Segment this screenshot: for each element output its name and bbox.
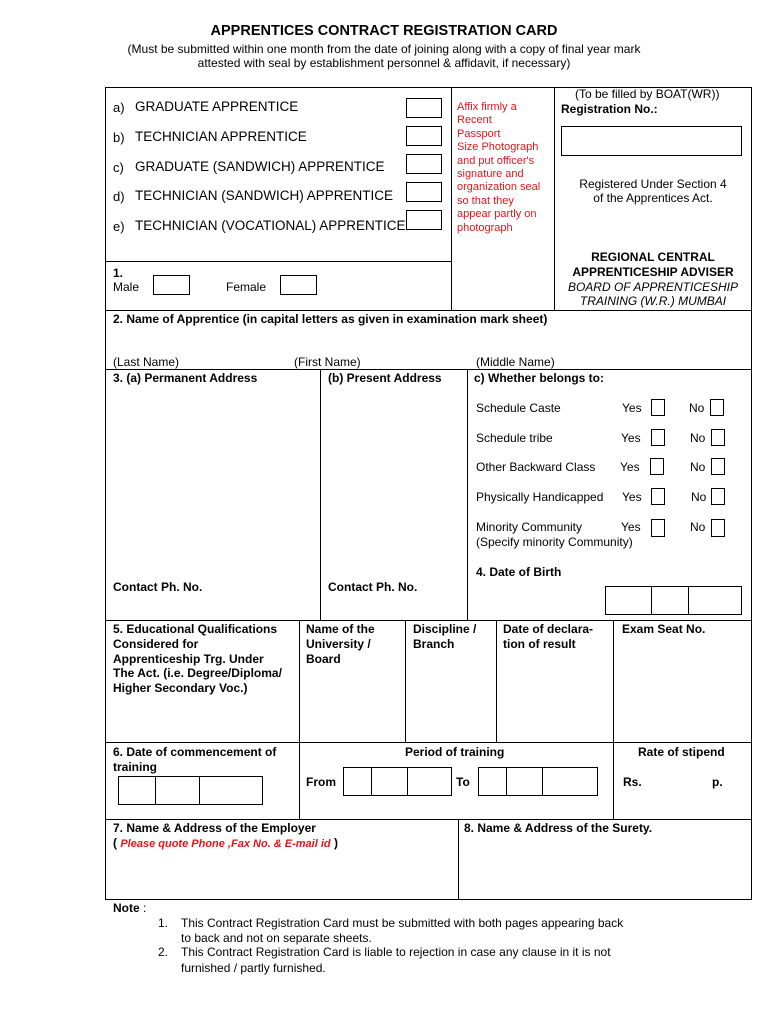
obc-yes-checkbox[interactable] — [650, 458, 664, 475]
from-label: From — [306, 775, 336, 789]
registration-label: Registration No.: — [561, 102, 658, 116]
period-heading: Period of training — [405, 745, 505, 759]
note-number: 1. — [158, 916, 169, 930]
registration-number-field[interactable] — [561, 126, 742, 156]
board-line-2: TRAINING (W.R.) MUMBAI — [579, 294, 727, 308]
date-divider — [199, 777, 200, 804]
no-label: No — [689, 401, 705, 415]
last-name-label: (Last Name) — [113, 355, 180, 369]
belongs-item-minority: Minority Community — [476, 520, 583, 534]
note-text: This Contract Registration Card must be submitted with both pages appearing back — [181, 916, 624, 930]
schedule-caste-no-checkbox[interactable] — [710, 399, 724, 416]
note-label: Note : — [113, 901, 147, 915]
category-label: GRADUATE APPRENTICE — [135, 99, 299, 114]
boat-filled-by: (To be filled by BOAT(WR)) — [575, 87, 720, 101]
belongs-item-physically-handicapped: Physically Handicapped — [476, 490, 604, 504]
middle-name-label: (Middle Name) — [476, 355, 555, 369]
registered-under-section: Registered Under Section 4 — [579, 177, 727, 191]
category-letter: b) — [113, 130, 125, 145]
employer-heading: 7. Name & Address of the Employer — [113, 821, 316, 835]
category-label: TECHNICIAN (VOCATIONAL) APPRENTICE — [135, 218, 406, 233]
yes-label: Yes — [622, 401, 642, 415]
yes-label: Yes — [620, 460, 640, 474]
no-label: No — [690, 520, 706, 534]
category-checkbox-graduate[interactable] — [406, 98, 442, 118]
date-divider — [371, 768, 372, 795]
category-letter: d) — [113, 189, 125, 204]
no-label: No — [690, 431, 706, 445]
belongs-item-schedule-caste: Schedule Caste — [476, 401, 561, 415]
schedule-tribe-no-checkbox[interactable] — [711, 429, 725, 446]
registered-under-act: of the Apprentices Act. — [593, 191, 713, 205]
handicapped-yes-checkbox[interactable] — [651, 488, 665, 505]
category-checkbox-technician-vocational[interactable] — [406, 210, 442, 230]
exam-seat-column-heading: Exam Seat No. — [622, 622, 706, 636]
category-checkbox-graduate-sandwich[interactable] — [406, 154, 442, 174]
stipend-rs-label: Rs. — [623, 775, 642, 789]
category-letter: c) — [113, 160, 124, 175]
yes-label: Yes — [622, 490, 642, 504]
note-text: This Contract Registration Card is liable to rejection in case any clause in it is not — [181, 945, 611, 959]
adviser-heading-1: REGIONAL CENTRAL — [591, 250, 715, 264]
category-label: GRADUATE (SANDWICH) APPRENTICE — [135, 159, 385, 174]
schedule-caste-yes-checkbox[interactable] — [651, 399, 665, 416]
no-label: No — [690, 460, 706, 474]
to-label: To — [456, 775, 470, 789]
no-label: No — [691, 490, 707, 504]
category-checkbox-technician[interactable] — [406, 126, 442, 146]
yes-label: Yes — [621, 520, 641, 534]
male-label: Male — [113, 280, 140, 294]
first-name-label: (First Name) — [294, 355, 361, 369]
dob-divider — [688, 587, 689, 614]
gender-section-number: 1. — [113, 266, 124, 280]
note-text-continued: to back and not on separate sheets. — [181, 931, 372, 945]
obc-no-checkbox[interactable] — [711, 458, 725, 475]
name-section-heading: 2. Name of Apprentice (in capital letters as given in examination mark sheet) — [113, 312, 548, 326]
minority-specify-note: (Specify minority Community) — [476, 535, 633, 549]
period-to-field[interactable] — [478, 767, 598, 796]
date-divider — [155, 777, 156, 804]
subtitle-line-1: (Must be submitted within one month from the date of joining along with a copy of final year mark — [127, 42, 641, 56]
period-from-field[interactable] — [343, 767, 452, 796]
date-divider — [506, 768, 507, 795]
female-checkbox[interactable] — [280, 275, 317, 295]
female-label: Female — [226, 280, 267, 294]
yes-label: Yes — [621, 431, 641, 445]
surety-heading: 8. Name & Address of the Surety. — [464, 821, 653, 835]
note-text-continued: furnished / partly furnished. — [181, 961, 326, 975]
schedule-tribe-yes-checkbox[interactable] — [651, 429, 665, 446]
handicapped-no-checkbox[interactable] — [711, 488, 725, 505]
date-divider — [542, 768, 543, 795]
belongs-item-obc: Other Backward Class — [476, 460, 596, 474]
subtitle-line-2: attested with seal by establishment personnel & affidavit, if necessary) — [197, 56, 571, 70]
category-label: TECHNICIAN (SANDWICH) APPRENTICE — [135, 188, 394, 203]
permanent-contact-label: Contact Ph. No. — [113, 580, 203, 594]
board-line-1: BOARD OF APPRENTICESHIP — [567, 280, 739, 294]
category-checkbox-technician-sandwich[interactable] — [406, 182, 442, 202]
dob-field[interactable] — [605, 586, 742, 615]
permanent-address-heading: 3. (a) Permanent Address — [113, 371, 258, 385]
present-contact-label: Contact Ph. No. — [328, 580, 418, 594]
belongs-heading: c) Whether belongs to: — [474, 371, 604, 385]
category-label: TECHNICIAN APPRENTICE — [135, 129, 307, 144]
category-letter: e) — [113, 219, 125, 234]
commencement-date-field[interactable] — [118, 776, 263, 805]
category-letter: a) — [113, 100, 125, 115]
note-number: 2. — [158, 945, 169, 959]
male-checkbox[interactable] — [153, 275, 190, 295]
page-title: APPRENTICES CONTRACT REGISTRATION CARD — [210, 23, 558, 39]
present-address-heading: (b) Present Address — [328, 371, 442, 385]
belongs-item-schedule-tribe: Schedule tribe — [476, 431, 553, 445]
date-divider — [407, 768, 408, 795]
employer-contact-note: ( Please quote Phone ,Fax No. & E-mail id ) — [113, 836, 338, 850]
dob-divider — [651, 587, 652, 614]
stipend-p-label: p. — [712, 775, 723, 789]
stipend-heading: Rate of stipend — [638, 745, 725, 759]
minority-yes-checkbox[interactable] — [651, 519, 665, 537]
dob-label: 4. Date of Birth — [476, 565, 562, 579]
minority-no-checkbox[interactable] — [711, 519, 725, 537]
adviser-heading-2: APPRENTICESHIP ADVISER — [572, 265, 734, 279]
